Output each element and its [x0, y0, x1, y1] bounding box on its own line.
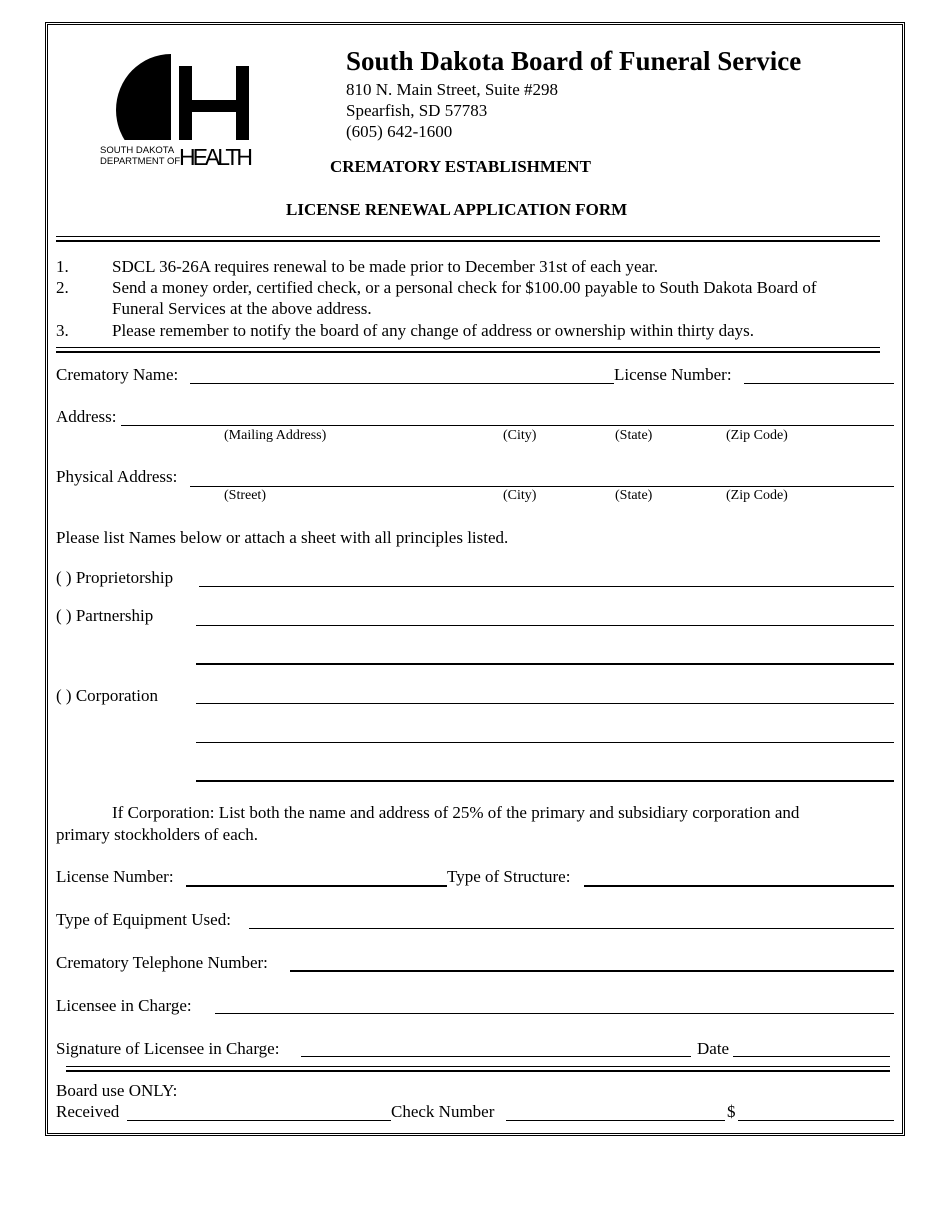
signature-field[interactable] — [301, 1056, 691, 1057]
corporation-option[interactable]: ( ) Corporation — [56, 686, 158, 705]
physical-address-field[interactable] — [190, 486, 894, 487]
received-field[interactable] — [127, 1120, 391, 1121]
type-of-equipment-label: Type of Equipment Used: — [56, 910, 231, 929]
board-use-title: Board use ONLY: — [56, 1081, 178, 1100]
instruction-2-text-cont: Funeral Services at the above address. — [112, 299, 372, 318]
instructions-divider — [56, 347, 880, 353]
type-of-structure-field[interactable] — [584, 885, 894, 887]
corporation-field-1[interactable] — [196, 703, 894, 704]
license-number-label: License Number: — [614, 365, 732, 384]
principles-note: Please list Names below or attach a sheet with all principles listed. — [56, 528, 509, 547]
org-name: South Dakota Board of Funeral Service — [346, 46, 802, 76]
corporation-note-line2: primary stockholders of each. — [56, 825, 259, 844]
amount-field[interactable] — [738, 1120, 894, 1121]
phone: (605) 642-1600 — [346, 122, 453, 141]
corporation-field-2[interactable] — [196, 742, 894, 743]
address-line1: 810 N. Main Street, Suite #298 — [346, 80, 559, 99]
instruction-2-text: Send a money order, certified check, or a personal check for $100.00 payable to South Dakota Board of — [112, 278, 817, 297]
zip-caption: (Zip Code) — [726, 428, 788, 443]
corporation-note-line1: If Corporation: List both the name and address of 25% of the primary and subsidiary corporation and — [112, 803, 800, 822]
address-field[interactable] — [121, 425, 894, 426]
proprietorship-field[interactable] — [199, 586, 894, 587]
address-label: Address: — [56, 407, 117, 426]
city-caption: (City) — [503, 428, 537, 443]
city-caption-2: (City) — [503, 488, 537, 503]
type-of-equipment-field[interactable] — [249, 928, 894, 929]
check-number-label: Check Number — [391, 1102, 495, 1121]
date-field[interactable] — [733, 1056, 890, 1057]
zip-caption-2: (Zip Code) — [726, 488, 788, 503]
corporation-field-3[interactable] — [196, 780, 894, 782]
license-number-2-label: License Number: — [56, 867, 174, 886]
crematory-name-field[interactable] — [190, 383, 614, 384]
instruction-3-num: 3. — [56, 321, 69, 340]
logo-h-right-bar — [236, 66, 249, 142]
check-number-field[interactable] — [506, 1120, 725, 1121]
state-caption: (State) — [615, 428, 653, 443]
received-label: Received — [56, 1102, 120, 1121]
licensee-in-charge-field[interactable] — [215, 1013, 894, 1014]
signature-label: Signature of Licensee in Charge: — [56, 1039, 280, 1058]
crematory-phone-field[interactable] — [290, 970, 894, 972]
board-use-divider — [66, 1066, 890, 1072]
logo-word: HEALTH — [179, 144, 253, 170]
instruction-2-num: 2. — [56, 278, 69, 297]
crematory-phone-label: Crematory Telephone Number: — [56, 953, 268, 972]
subtitle-crematory: CREMATORY ESTABLISHMENT — [330, 157, 591, 176]
physical-address-label: Physical Address: — [56, 467, 178, 486]
state-caption-2: (State) — [615, 488, 653, 503]
license-number-field[interactable] — [744, 383, 894, 384]
subtitle-form: LICENSE RENEWAL APPLICATION FORM — [286, 200, 628, 219]
partnership-field-2[interactable] — [196, 663, 894, 665]
instruction-1-num: 1. — [56, 257, 69, 276]
logo-line2: DEPARTMENT OF — [100, 156, 181, 167]
logo-line1: SOUTH DAKOTA — [100, 145, 175, 156]
instruction-3-text: Please remember to notify the board of any change of address or ownership within thirty days. — [112, 321, 755, 340]
partnership-field-1[interactable] — [196, 625, 894, 626]
type-of-structure-label: Type of Structure: — [447, 867, 571, 886]
crematory-name-label: Crematory Name: — [56, 365, 179, 384]
date-label: Date — [697, 1039, 730, 1058]
instruction-1-text: SDCL 36-26A requires renewal to be made prior to December 31st of each year. — [112, 257, 659, 276]
proprietorship-option[interactable]: ( ) Proprietorship — [56, 568, 174, 587]
header-divider — [56, 236, 880, 242]
sd-department-of-health-logo — [95, 48, 260, 170]
license-number-2-field[interactable] — [186, 885, 447, 887]
partnership-option[interactable]: ( ) Partnership — [56, 606, 154, 625]
licensee-in-charge-label: Licensee in Charge: — [56, 996, 192, 1015]
street-caption: (Street) — [224, 488, 266, 503]
dollar-label: $ — [727, 1102, 736, 1121]
mailing-address-caption: (Mailing Address) — [224, 428, 327, 443]
address-line2: Spearfish, SD 57783 — [346, 101, 488, 120]
